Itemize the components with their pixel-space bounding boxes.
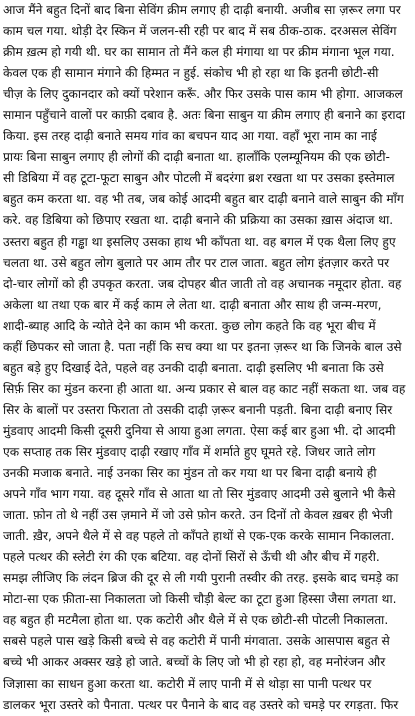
text-line: जाता. फ़ोन तो थे नहीं उस ज़माने में जो उसे फ़ोन करते. उन दिनों तो केवल ख़बर ही भेजी — [3, 508, 393, 523]
text-line: उनकी मजाक बनाते. नाई उनका सिर का मुंडन तो कर गया था पर बिना दाढ़ी बनाये ही — [3, 466, 377, 481]
text-line: कहीं छिपकर सो जाता है. पता नहीं कि सच क्या था पर इतना ज़रूर था कि जिनके बाल उसे — [3, 339, 402, 354]
text-line: मोटा-सा एक फ़ीता-सा निकालता जो किसी चौड़ी बेल्ट का टूटा हुआ हिस्सा जैसा लगता था. — [3, 592, 397, 607]
text-line: चीज़ के लिए दुकानदार को क्यों परेशान करूँ. और फिर उसके पास काम भी होगा. आजकल — [3, 87, 403, 102]
text-line: करे. वह डिबिया को छिपाए रखता था. दाढ़ी बनाने की प्रक्रिया का उसका ख़ास अंदाज था. — [3, 213, 394, 228]
text-line: प्रायः बिना साबुन लगाए ही लोगों की दाढ़ी बनाता था. हालाँकि एलम्यूनियम की एक छोटी- — [3, 150, 390, 165]
text-line: डालकर भूरा उस्तरे को पैनाता. पत्थर पर पैनाने के बाद वह उस्तरे को चमड़े पर रगड़ता. फिर — [3, 697, 399, 712]
text-line: चलता था. उसे बहुत लोग बुलाते पर आम तौर पर टाल जाता. बहुत लोग इंतज़ार करते पर — [3, 255, 390, 270]
text-line: समझ लीजिए कि लंदन ब्रिज की दूर से ली गयी पुरानी तस्वीर की तरह. इसके बाद चमड़े का — [3, 571, 399, 586]
text-line: क्रीम ख़त्म हो गयी थी. घर का सामान तो मैंने कल ही मंगाया था पर क्रीम मंगाना भूल गया. — [3, 45, 395, 60]
text-line: अकेला था तथा एक बार में कई काम ले लेता था. दाढ़ी बनाता और साथ ही जन्म-मरण, — [3, 297, 382, 312]
text-line: बहुत बड़े हुए दिखाई देते, पहले वह उनकी दाढ़ी बनाता. दाढ़ी इसलिए भी बनाता कि उसे — [3, 360, 384, 375]
text-line: जाती. ख़ैर, अपने थैले में से वह पहले तो काँपते हाथों से एक-एक करके सामान निकालता. — [3, 529, 395, 544]
text-line: सबसे पहले पास खड़े किसी बच्चे से वह कटोरी में पानी मंगवाता. उसके आसपास बहुत से — [3, 634, 390, 649]
text-line: केवल एक ही सामान मंगाने की हिम्मत न हुई. संकोच भी हो रहा था कि इतनी छोटी-सी — [3, 66, 379, 81]
text-line: अपने गाँव भाग गया. वह दूसरे गाँव से आता था तो सिर मुंडवाए आदमी उसे बुलाने भी कैसे — [3, 487, 396, 502]
text-line: बच्चे भी आकर अक्सर खड़े हो जाते. बच्चों के लिए जो भी हो रहा हो, वह मनोरंजन और — [3, 655, 386, 670]
text-line: दो-चार लोगों को ही उपकृत करता. जब दोपहर बीत जाती तो वह अचानक नमूदार होता. वह — [3, 276, 402, 291]
text-line: सिर्फ़ सिर का मुंडन करना ही आता था. अन्य प्रकार से बाल वह काट नहीं सकता था. जब वह — [3, 381, 406, 396]
text-line: सी डिबिया में वह टूटा-फूटा साबुन और पोटली में बदरंगा ब्रश रखता था पर उसका इस्तेमाल — [3, 171, 395, 186]
text-line: वह बहुत ही मटमैला होता था. एक कटोरी और थैले में से एक छोटी-सी पोटली निकालता. — [3, 613, 389, 628]
text-line: शादी-ब्याह आदि के न्योते देने का काम भी करता. कुछ लोग कहते कि वह भूरा बीच में — [3, 318, 376, 333]
text-line: मुंडवाए आदमी किसी दूसरी दुनिया से आया हुआ लगता. ऐसा कई बार हुआ भी. दो आदमी — [3, 423, 396, 438]
text-line: आज मैंने बहुत दिनों बाद बिना सेविंग क्रीम लगाए ही दाढ़ी बनायी. अजीब सा ज़रूर लगा पर — [3, 3, 401, 17]
text-line: सिर के बालों पर उस्तरा फिराता तो उसकी दाढ़ी ज़रूर बनानी पड़ती. बिना दाढ़ी बनाए सिर — [3, 402, 393, 417]
text-line: किया. इस तरह दाढ़ी बनाते समय गांव का बचपन याद आ गया. वहाँ भूरा नाम का नाई — [3, 129, 377, 144]
text-line: काम चल गया. थोड़ी देर स्किन में जलन-सी रही पर बाद में सब ठीक-ठाक. दरअसल सेविंग — [3, 24, 397, 39]
text-line: पहले पत्थर की स्लेटी रंग की एक बटिया. वह दोनों सिरों से ऊँची थी और बीच में गहरी. — [3, 550, 380, 565]
text-line: एक सप्ताह तक सिर मुंडवाए दाढ़ी रखाए गाँव में शर्माते हुए घूमते रहे. जिधर जाते लोग — [3, 444, 376, 459]
text-line: बहुत कम करता था. वह भी तब, जब कोई आदमी बहुत बार दाढ़ी बनाने वाले साबुन की माँग — [3, 192, 404, 207]
text-line: उस्तरा बहुत ही गड्ढा था इसलिए उसका हाथ भी काँपता था. वह बगल में एक थैला लिए हुए — [3, 234, 396, 249]
text-line: सामान पहुँचाने वालों पर काफ़ी दबाव है. अतः बिना साबुन या क्रीम लगाए ही बनाने का इरादा — [3, 108, 406, 123]
text-line: जिज्ञासा का साधन हुआ करता था. कटोरी में लाए पानी में से थोड़ा सा पानी पत्थर पर — [3, 676, 372, 691]
